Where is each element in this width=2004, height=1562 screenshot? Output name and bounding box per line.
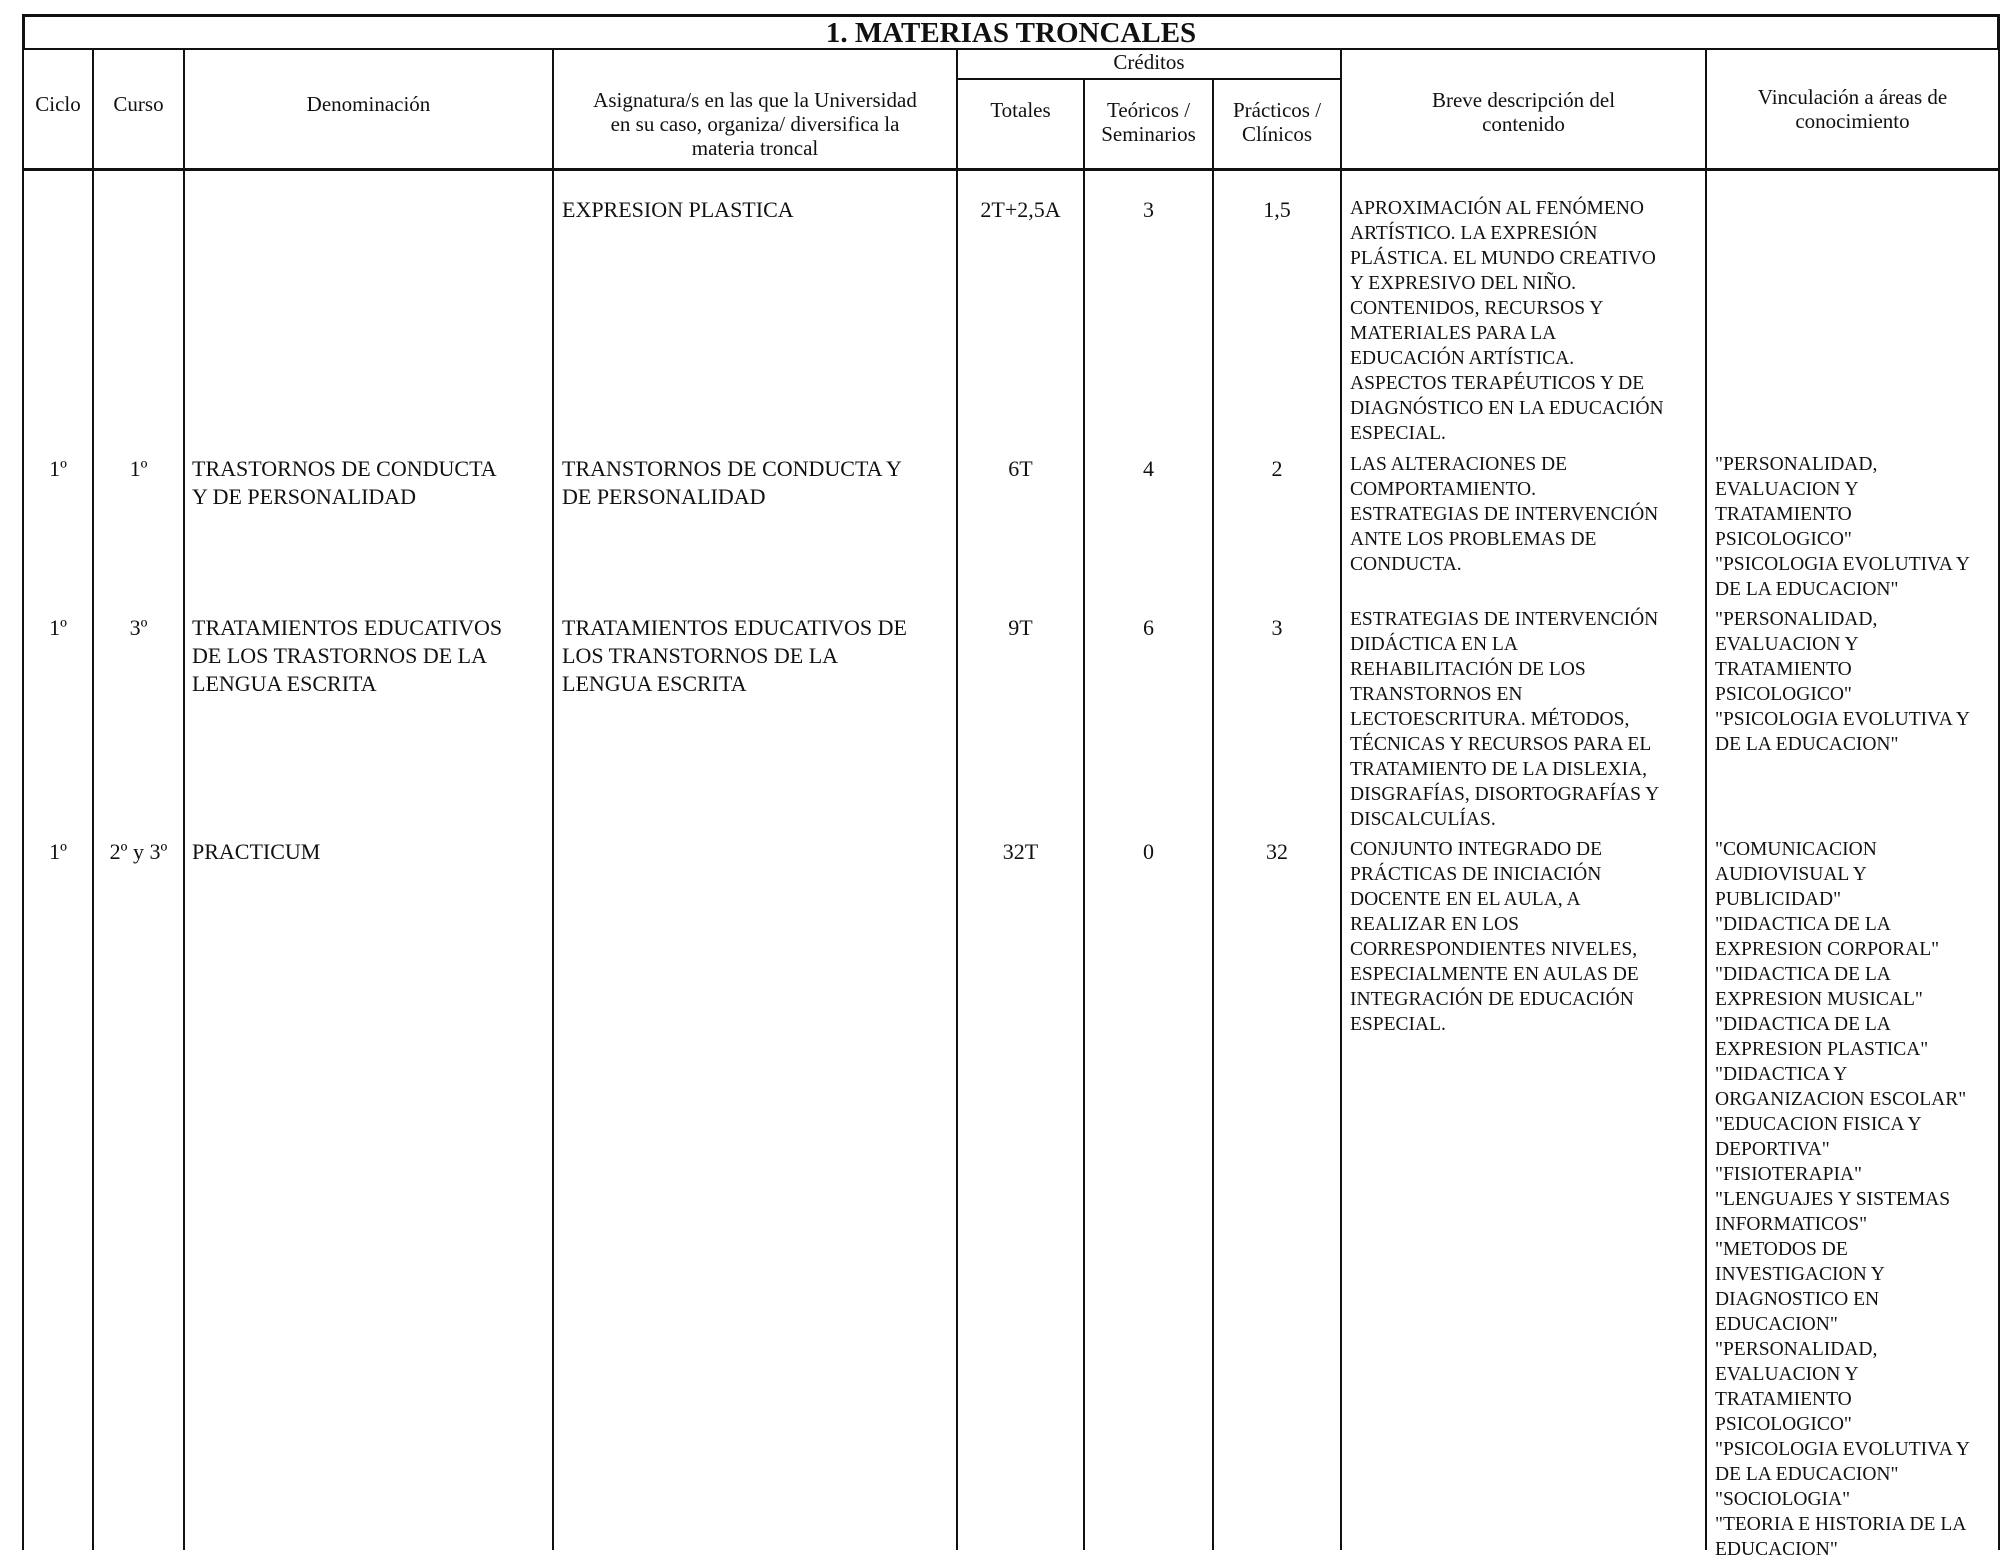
row-4-vinculacion-line: EVALUACION Y bbox=[1715, 1364, 1859, 1385]
row-2-descripcion-line: COMPORTAMIENTO. bbox=[1350, 479, 1536, 500]
row-4-totales: 32T bbox=[1002, 839, 1039, 864]
rule-col-6 bbox=[1212, 80, 1214, 1550]
row-3-descripcion-line: DISCALCULÍAS. bbox=[1350, 809, 1496, 830]
header-asignatura-line-2: en su caso, organiza/ diversifica la bbox=[610, 112, 900, 136]
row-4-descripcion-line: DOCENTE EN EL AULA, A bbox=[1350, 889, 1581, 910]
header-descripcion-line-2: contenido bbox=[1482, 112, 1565, 136]
row-2-vinculacion-line: "PERSONALIDAD, bbox=[1715, 454, 1878, 475]
row-4-vinculacion-line: "COMUNICACION bbox=[1715, 839, 1877, 860]
row-4-vinculacion-line: EXPRESION CORPORAL" bbox=[1715, 939, 1940, 960]
row-1-practicos: 1,5 bbox=[1263, 197, 1291, 222]
row-3-teoricos: 6 bbox=[1143, 615, 1154, 640]
header-practicos bbox=[1214, 98, 1340, 146]
row-1-totales: 2T+2,5A bbox=[980, 197, 1061, 222]
row-3-descripcion-line: DISGRAFÍAS, DISORTOGRAFÍAS Y bbox=[1350, 784, 1660, 805]
row-4-descripcion-line: ESPECIALMENTE EN AULAS DE bbox=[1350, 964, 1639, 985]
row-3-vinculacion-line: DE LA EDUCACION" bbox=[1715, 734, 1899, 755]
row-2-descripcion-line: LAS ALTERACIONES DE bbox=[1350, 454, 1568, 475]
row-4-vinculacion bbox=[1715, 837, 1970, 1562]
row-3-descripcion-line: DIDÁCTICA EN LA bbox=[1350, 634, 1518, 655]
row-1-teoricos: 3 bbox=[1143, 197, 1154, 222]
row-4-vinculacion-line: EXPRESION MUSICAL" bbox=[1715, 989, 1923, 1010]
section-title: 1. MATERIAS TRONCALES bbox=[22, 14, 2000, 50]
row-4-vinculacion-line: INFORMATICOS" bbox=[1715, 1214, 1868, 1235]
row-3-descripcion-line: REHABILITACIÓN DE LOS bbox=[1350, 659, 1586, 680]
header-denominacion: Denominación bbox=[306, 92, 431, 116]
rule-col-0 bbox=[22, 50, 24, 1550]
row-2-descripcion-line: CONDUCTA. bbox=[1350, 554, 1462, 575]
row-2-descripcion-line: ESTRATEGIAS DE INTERVENCIÓN bbox=[1350, 504, 1659, 525]
header-descripcion bbox=[1342, 88, 1705, 136]
row-3-descripcion bbox=[1350, 607, 1659, 832]
row-3-descripcion-line: LECTOESCRITURA. MÉTODOS, bbox=[1350, 709, 1630, 730]
rule-col-3 bbox=[552, 50, 554, 1550]
row-3-asignatura bbox=[562, 614, 907, 698]
row-4-teoricos: 0 bbox=[1143, 839, 1154, 864]
row-4-vinculacion-line: PUBLICIDAD" bbox=[1715, 889, 1842, 910]
row-3-asignatura-line: LENGUA ESCRITA bbox=[562, 671, 747, 696]
row-3-asignatura-line: LOS TRANSTORNOS DE LA bbox=[562, 643, 839, 668]
header-asignatura bbox=[554, 88, 956, 160]
row-4-vinculacion-line: "DIDACTICA DE LA bbox=[1715, 1014, 1891, 1035]
row-2-asignatura bbox=[562, 455, 902, 511]
row-3-denominacion-line: TRATAMIENTOS EDUCATIVOS bbox=[192, 615, 503, 640]
row-2-denominacion-line: TRASTORNOS DE CONDUCTA bbox=[192, 456, 497, 481]
rule-col-4 bbox=[956, 50, 958, 1550]
row-4-practicos: 32 bbox=[1266, 839, 1288, 864]
row-1-descripcion-line: APROXIMACIÓN AL FENÓMENO bbox=[1350, 198, 1644, 219]
header-practicos-line-2: Clínicos bbox=[1241, 122, 1312, 146]
row-2-denominacion bbox=[192, 455, 497, 511]
header-creditos: Créditos bbox=[1113, 50, 1185, 74]
header-ciclo: Ciclo bbox=[35, 92, 81, 116]
row-1-descripcion-line: ASPECTOS TERAPÉUTICOS Y DE bbox=[1350, 373, 1645, 394]
row-2-vinculacion-line: TRATAMIENTO bbox=[1715, 504, 1852, 525]
row-3-vinculacion-line: PSICOLOGICO" bbox=[1715, 684, 1852, 705]
header-totales: Totales bbox=[990, 98, 1051, 122]
row-1-descripcion-line: MATERIALES PARA LA bbox=[1350, 323, 1557, 344]
rule-col-8 bbox=[1705, 50, 1707, 1550]
row-4-vinculacion-line: "FISIOTERAPIA" bbox=[1715, 1164, 1863, 1185]
row-2-curso: 1º bbox=[129, 456, 148, 481]
row-4-descripcion-line: ESPECIAL. bbox=[1350, 1014, 1446, 1035]
row-3-vinculacion bbox=[1715, 607, 1970, 757]
row-1-asignatura bbox=[562, 196, 794, 224]
row-2-vinculacion-line: PSICOLOGICO" bbox=[1715, 529, 1852, 550]
header-descripcion-line-1: Breve descripción del bbox=[1431, 88, 1616, 112]
row-1-descripcion-line: Y EXPRESIVO DEL NIÑO. bbox=[1350, 273, 1577, 294]
header-vinculacion bbox=[1707, 85, 1998, 133]
row-3-asignatura-line: TRATAMIENTOS EDUCATIVOS DE bbox=[562, 615, 907, 640]
header-asignatura-line-3: materia troncal bbox=[691, 136, 819, 160]
row-4-vinculacion-line: "METODOS DE bbox=[1715, 1239, 1848, 1260]
creditos-rule bbox=[958, 78, 1340, 80]
row-4-vinculacion-line: "SOCIOLOGIA" bbox=[1715, 1489, 1851, 1510]
row-3-vinculacion-line: "PERSONALIDAD, bbox=[1715, 609, 1878, 630]
row-2-vinculacion-line: "PSICOLOGIA EVOLUTIVA Y bbox=[1715, 554, 1970, 575]
row-2-asignatura-line: TRANSTORNOS DE CONDUCTA Y bbox=[562, 456, 902, 481]
row-1-descripcion-line: CONTENIDOS, RECURSOS Y bbox=[1350, 298, 1604, 319]
header-vinculacion-line-1: Vinculación a áreas de bbox=[1757, 85, 1948, 109]
row-4-vinculacion-line: DE LA EDUCACION" bbox=[1715, 1464, 1899, 1485]
header-practicos-line-1: Prácticos / bbox=[1232, 98, 1322, 122]
row-4-vinculacion-line: TRATAMIENTO bbox=[1715, 1389, 1852, 1410]
row-2-vinculacion bbox=[1715, 452, 1970, 602]
row-2-descripcion-line: ANTE LOS PROBLEMAS DE bbox=[1350, 529, 1597, 550]
row-4-descripcion-line: REALIZAR EN LOS bbox=[1350, 914, 1519, 935]
row-4-vinculacion-line: "PERSONALIDAD, bbox=[1715, 1339, 1878, 1360]
header-vinculacion-line-2: conocimiento bbox=[1795, 109, 1910, 133]
row-3-ciclo: 1º bbox=[49, 615, 67, 640]
row-2-descripcion bbox=[1350, 452, 1658, 577]
row-3-denominacion bbox=[192, 614, 502, 698]
row-2-vinculacion-line: EVALUACION Y bbox=[1715, 479, 1859, 500]
header-teoricos-line-2: Seminarios bbox=[1101, 122, 1196, 146]
row-1-descripcion bbox=[1350, 196, 1664, 446]
row-4-vinculacion-line: "EDUCACION FISICA Y bbox=[1715, 1114, 1922, 1135]
row-3-denominacion-line: DE LOS TRASTORNOS DE LA bbox=[192, 643, 487, 668]
row-3-totales: 9T bbox=[1008, 615, 1033, 640]
row-3-descripcion-line: ESTRATEGIAS DE INTERVENCIÓN bbox=[1350, 609, 1659, 630]
row-3-denominacion-line: LENGUA ESCRITA bbox=[192, 671, 377, 696]
row-4-vinculacion-line: INVESTIGACION Y bbox=[1715, 1264, 1885, 1285]
header-teoricos bbox=[1085, 98, 1212, 146]
rule-col-5 bbox=[1083, 80, 1085, 1550]
row-2-totales: 6T bbox=[1008, 456, 1033, 481]
rule-col-2 bbox=[183, 50, 185, 1550]
row-3-vinculacion-line: "PSICOLOGIA EVOLUTIVA Y bbox=[1715, 709, 1970, 730]
row-4-descripcion-line: INTEGRACIÓN DE EDUCACIÓN bbox=[1350, 989, 1634, 1010]
header-curso: Curso bbox=[113, 92, 164, 116]
row-4-vinculacion-line: "DIDACTICA Y bbox=[1715, 1064, 1848, 1085]
row-3-vinculacion-line: EVALUACION Y bbox=[1715, 634, 1859, 655]
row-3-vinculacion-line: TRATAMIENTO bbox=[1715, 659, 1852, 680]
row-3-descripcion-line: TRATAMIENTO DE LA DISLEXIA, bbox=[1350, 759, 1648, 780]
row-1-descripcion-line: ESPECIAL. bbox=[1350, 423, 1446, 444]
rule-col-9 bbox=[1998, 50, 2000, 1550]
row-4-vinculacion-line: EXPRESION PLASTICA" bbox=[1715, 1039, 1929, 1060]
row-2-denominacion-line: Y DE PERSONALIDAD bbox=[192, 484, 417, 509]
row-2-ciclo: 1º bbox=[49, 456, 67, 481]
rule-col-7 bbox=[1340, 50, 1342, 1550]
row-3-practicos: 3 bbox=[1271, 615, 1283, 640]
row-4-vinculacion-line: EDUCACION" bbox=[1715, 1539, 1838, 1560]
row-3-descripcion-line: TRANSTORNOS EN bbox=[1350, 684, 1523, 705]
rule-col-1 bbox=[92, 50, 94, 1550]
row-4-vinculacion-line: "DIDACTICA DE LA bbox=[1715, 914, 1891, 935]
row-4-vinculacion-line: "PSICOLOGIA EVOLUTIVA Y bbox=[1715, 1439, 1970, 1460]
row-4-descripcion-line: CORRESPONDIENTES NIVELES, bbox=[1350, 939, 1638, 960]
row-2-teoricos: 4 bbox=[1143, 456, 1154, 481]
row-4-descripcion-line: CONJUNTO INTEGRADO DE bbox=[1350, 839, 1603, 860]
row-4-denominacion-line: PRACTICUM bbox=[192, 839, 321, 864]
row-4-denominacion bbox=[192, 838, 320, 866]
row-4-ciclo: 1º bbox=[49, 839, 67, 864]
row-1-descripcion-line: ARTÍSTICO. LA EXPRESIÓN bbox=[1350, 223, 1598, 244]
row-1-descripcion-line: EDUCACIÓN ARTÍSTICA. bbox=[1350, 348, 1575, 369]
row-4-descripcion bbox=[1350, 837, 1639, 1037]
header-bottom-rule bbox=[22, 168, 2000, 171]
row-4-vinculacion-line: AUDIOVISUAL Y bbox=[1715, 864, 1867, 885]
row-4-vinculacion-line: "TEORIA E HISTORIA DE LA bbox=[1715, 1514, 1967, 1535]
row-2-asignatura-line: DE PERSONALIDAD bbox=[562, 484, 766, 509]
row-2-vinculacion-line: DE LA EDUCACION" bbox=[1715, 579, 1899, 600]
row-3-curso: 3º bbox=[129, 615, 148, 640]
row-4-vinculacion-line: DIAGNOSTICO EN bbox=[1715, 1289, 1880, 1310]
row-1-descripcion-line: PLÁSTICA. EL MUNDO CREATIVO bbox=[1350, 248, 1656, 269]
row-4-vinculacion-line: "LENGUAJES Y SISTEMAS bbox=[1715, 1189, 1951, 1210]
row-4-vinculacion-line: DEPORTIVA" bbox=[1715, 1139, 1830, 1160]
row-1-asignatura-line-1: EXPRESION PLASTICA bbox=[562, 197, 794, 222]
row-2-practicos: 2 bbox=[1271, 456, 1283, 481]
row-4-vinculacion-line: "DIDACTICA DE LA bbox=[1715, 964, 1891, 985]
row-4-vinculacion-line: PSICOLOGICO" bbox=[1715, 1414, 1852, 1435]
row-3-descripcion-line: TÉCNICAS Y RECURSOS PARA EL bbox=[1350, 734, 1652, 755]
header-teoricos-line-1: Teóricos / bbox=[1106, 98, 1191, 122]
row-4-curso: 2º y 3º bbox=[109, 839, 168, 864]
header-asignatura-line-1: Asignatura/s en las que la Universidad bbox=[593, 88, 917, 112]
row-1-descripcion-line: DIAGNÓSTICO EN LA EDUCACIÓN bbox=[1350, 398, 1664, 419]
row-4-vinculacion-line: ORGANIZACION ESCOLAR" bbox=[1715, 1089, 1967, 1110]
row-4-descripcion-line: PRÁCTICAS DE INICIACIÓN bbox=[1350, 864, 1602, 885]
row-4-vinculacion-line: EDUCACION" bbox=[1715, 1314, 1838, 1335]
